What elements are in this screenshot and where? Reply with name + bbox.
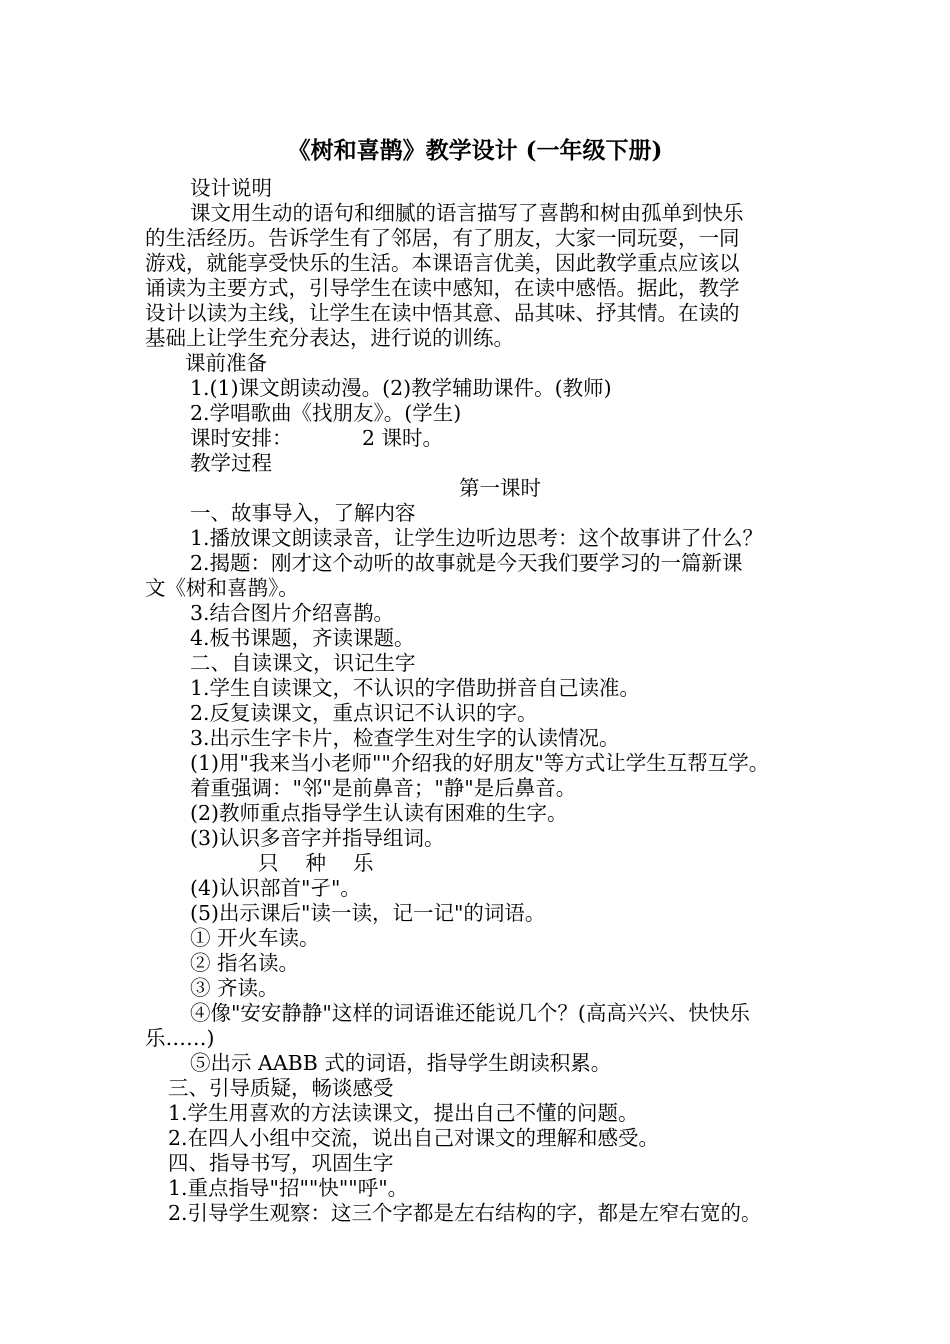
list-item: 2.引导学生观察：这三个字都是左右结构的字，都是左窄右宽的。	[168, 1201, 762, 1225]
list-item: 1.学生用喜欢的方法读课文，提出自己不懂的问题。	[168, 1101, 639, 1125]
paragraph-line: 的生活经历。告诉学生有了邻居，有了朋友，大家一同玩耍，一同	[145, 226, 740, 250]
list-item: 乐……)	[145, 1026, 215, 1050]
polyphone-characters: 只 种 乐	[258, 851, 374, 875]
list-item: ⑤出示 AABB 式的词语，指导学生朗读积累。	[190, 1051, 612, 1075]
list-item: 文《树和喜鹊》。	[145, 576, 299, 600]
list-item: 1.学生自读课文，不认识的字借助拼音自己读准。	[190, 676, 641, 700]
list-item: ① 开火车读。	[190, 926, 320, 950]
list-item: ② 指名读。	[190, 951, 300, 975]
subsection-heading: 三、引导质疑，畅谈感受	[168, 1076, 394, 1100]
list-item: 3.出示生字卡片，检查学生对生字的认读情况。	[190, 726, 620, 750]
lesson-heading: 第一课时	[459, 476, 541, 500]
list-item: ③ 齐读。	[190, 976, 279, 1000]
list-item: ④像"安安静静"这样的词语谁还能说几个？(高高兴兴、快快乐	[190, 1001, 750, 1025]
list-item: 2.揭题：刚才这个动听的故事就是今天我们要学习的一篇新课	[190, 551, 743, 575]
list-item: (1)用"我来当小老师""介绍我的好朋友"等方式让学生互帮互学。	[190, 751, 770, 775]
schedule-label: 课时安排：	[190, 426, 293, 450]
schedule-value: 2 课时。	[362, 426, 444, 450]
section-heading-process: 教学过程	[190, 451, 272, 475]
list-item: 2.反复读课文，重点识记不认识的字。	[190, 701, 538, 725]
list-item: (2)教师重点指导学生认读有困难的生字。	[190, 801, 568, 825]
list-item: 1.重点指导"招""快""呼"。	[168, 1176, 409, 1200]
document-title: 《树和喜鹊》教学设计 (一年级下册)	[287, 137, 663, 164]
subsection-heading: 一、故事导入，了解内容	[190, 501, 416, 525]
section-heading-preparation: 课前准备	[185, 351, 267, 375]
paragraph-line: 基础上让学生充分表达，进行说的训练。	[145, 326, 514, 350]
list-item: 1.(1)课文朗读动漫。(2)教学辅助课件。(教师)	[190, 376, 612, 400]
list-item: (5)出示课后"读一读，记一记"的词语。	[190, 901, 546, 925]
list-item: 4.板书课题，齐读课题。	[190, 626, 415, 650]
list-item: 3.结合图片介绍喜鹊。	[190, 601, 395, 625]
list-item: 2.在四人小组中交流，说出自己对课文的理解和感受。	[168, 1126, 660, 1150]
list-item: (3)认识多音字并指导组词。	[190, 826, 445, 850]
paragraph-line: 游戏，就能享受快乐的生活。本课语言优美，因此教学重点应该以	[145, 251, 740, 275]
section-heading-design-notes: 设计说明	[190, 176, 272, 200]
paragraph-line: 课文用生动的语句和细腻的语言描写了喜鹊和树由孤单到快乐	[190, 201, 744, 225]
paragraph-line: 设计以读为主线，让学生在读中悟其意、品其味、抒其情。在读的	[145, 301, 740, 325]
subsection-heading: 四、指导书写，巩固生字	[168, 1151, 394, 1175]
list-item: 1.播放课文朗读录音，让学生边听边思考：这个故事讲了什么？	[190, 526, 764, 550]
list-item: (4)认识部首"孑"。	[190, 876, 361, 900]
list-item: 2.学唱歌曲《找朋友》。(学生)	[190, 401, 462, 425]
subsection-heading: 二、自读课文，识记生字	[190, 651, 416, 675]
list-item: 着重强调："邻"是前鼻音；"静"是后鼻音。	[190, 776, 577, 800]
paragraph-line: 诵读为主要方式，引导学生在读中感知，在读中感悟。据此，教学	[145, 276, 740, 300]
